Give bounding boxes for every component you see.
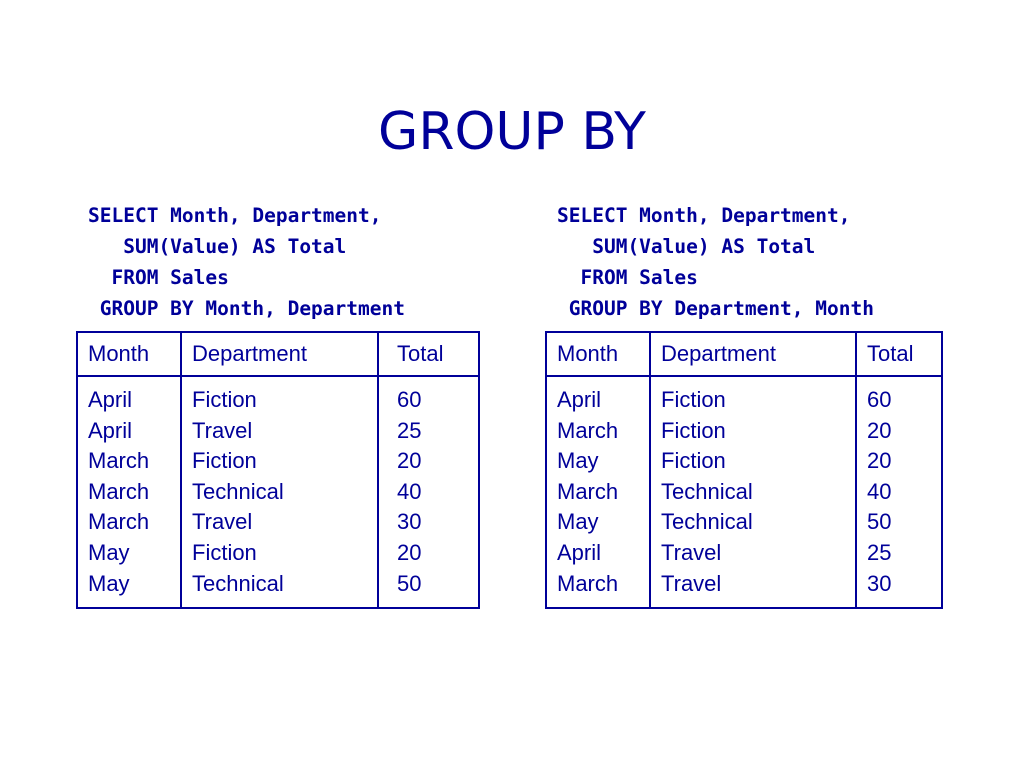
table-cell: Fiction	[661, 417, 726, 443]
table-cell: 60	[397, 387, 422, 412]
sql-line: GROUP BY Month, Department	[88, 297, 405, 320]
table-cell: May	[88, 539, 130, 565]
column-header-department: Department	[181, 332, 378, 376]
table-cell: March	[88, 478, 150, 504]
table-header-row	[77, 332, 479, 376]
table-cell: 20	[397, 539, 422, 565]
column-header-department: Department	[650, 332, 856, 376]
department-column	[181, 376, 378, 608]
table-cell: 50	[867, 509, 892, 535]
table-cell: Technical	[192, 570, 284, 596]
table-cell: April	[88, 417, 133, 443]
table-body-row	[546, 376, 942, 608]
month-column	[546, 376, 650, 608]
table-cell: Technical	[661, 509, 753, 535]
table-cell: Travel	[192, 509, 253, 535]
sql-line: SUM(Value) AS Total	[557, 235, 816, 258]
table-cell: April	[88, 387, 133, 412]
table-cell: March	[88, 509, 150, 535]
table-cell: 20	[397, 448, 422, 474]
table-cell: 25	[867, 539, 892, 565]
table-cell: March	[557, 417, 619, 443]
sql-line: SELECT Month, Department,	[88, 204, 382, 227]
table-cell: March	[557, 570, 619, 596]
table-cell: April	[557, 387, 602, 412]
table-cell: Travel	[192, 417, 253, 443]
table-cell: 30	[397, 509, 422, 535]
right-sql-query	[557, 200, 874, 324]
table-cell: Fiction	[192, 387, 257, 412]
sql-line: FROM Sales	[88, 266, 229, 289]
table-cell: 30	[867, 570, 892, 596]
table-cell: March	[557, 478, 619, 504]
table-header-row	[546, 332, 942, 376]
table-cell: 40	[397, 478, 422, 504]
table-cell: Travel	[661, 539, 722, 565]
sql-line: SUM(Value) AS Total	[88, 235, 347, 258]
table-cell: 40	[867, 478, 892, 504]
month-column	[77, 376, 181, 608]
left-sql-query	[88, 200, 405, 324]
total-column	[378, 376, 479, 608]
slide-title: GROUP BY	[378, 102, 646, 162]
sql-line: GROUP BY Department, Month	[557, 297, 874, 320]
table-cell: 20	[867, 417, 892, 443]
table-cell: March	[88, 448, 150, 474]
table-cell: Fiction	[661, 448, 726, 474]
table-cell: May	[557, 448, 599, 474]
column-header-total: Total	[378, 332, 479, 376]
right-result-table	[545, 331, 943, 609]
table-cell: 50	[397, 570, 422, 596]
column-header-total: Total	[856, 332, 942, 376]
table-cell: May	[88, 570, 130, 596]
department-column	[650, 376, 856, 608]
table-cell: Fiction	[661, 387, 726, 412]
table-cell: Technical	[192, 478, 284, 504]
table-cell: 20	[867, 448, 892, 474]
table-cell: Fiction	[192, 539, 257, 565]
left-result-table	[76, 331, 480, 609]
column-header-month: Month	[546, 332, 650, 376]
total-column	[856, 376, 942, 608]
column-header-month: Month	[77, 332, 181, 376]
table-cell: Technical	[661, 478, 753, 504]
sql-line: FROM Sales	[557, 266, 698, 289]
sql-line: SELECT Month, Department,	[557, 204, 851, 227]
table-body-row	[77, 376, 479, 608]
table-cell: April	[557, 539, 602, 565]
table-cell: May	[557, 509, 599, 535]
table-cell: 60	[867, 387, 892, 412]
table-cell: Fiction	[192, 448, 257, 474]
table-cell: 25	[397, 417, 422, 443]
table-cell: Travel	[661, 570, 722, 596]
